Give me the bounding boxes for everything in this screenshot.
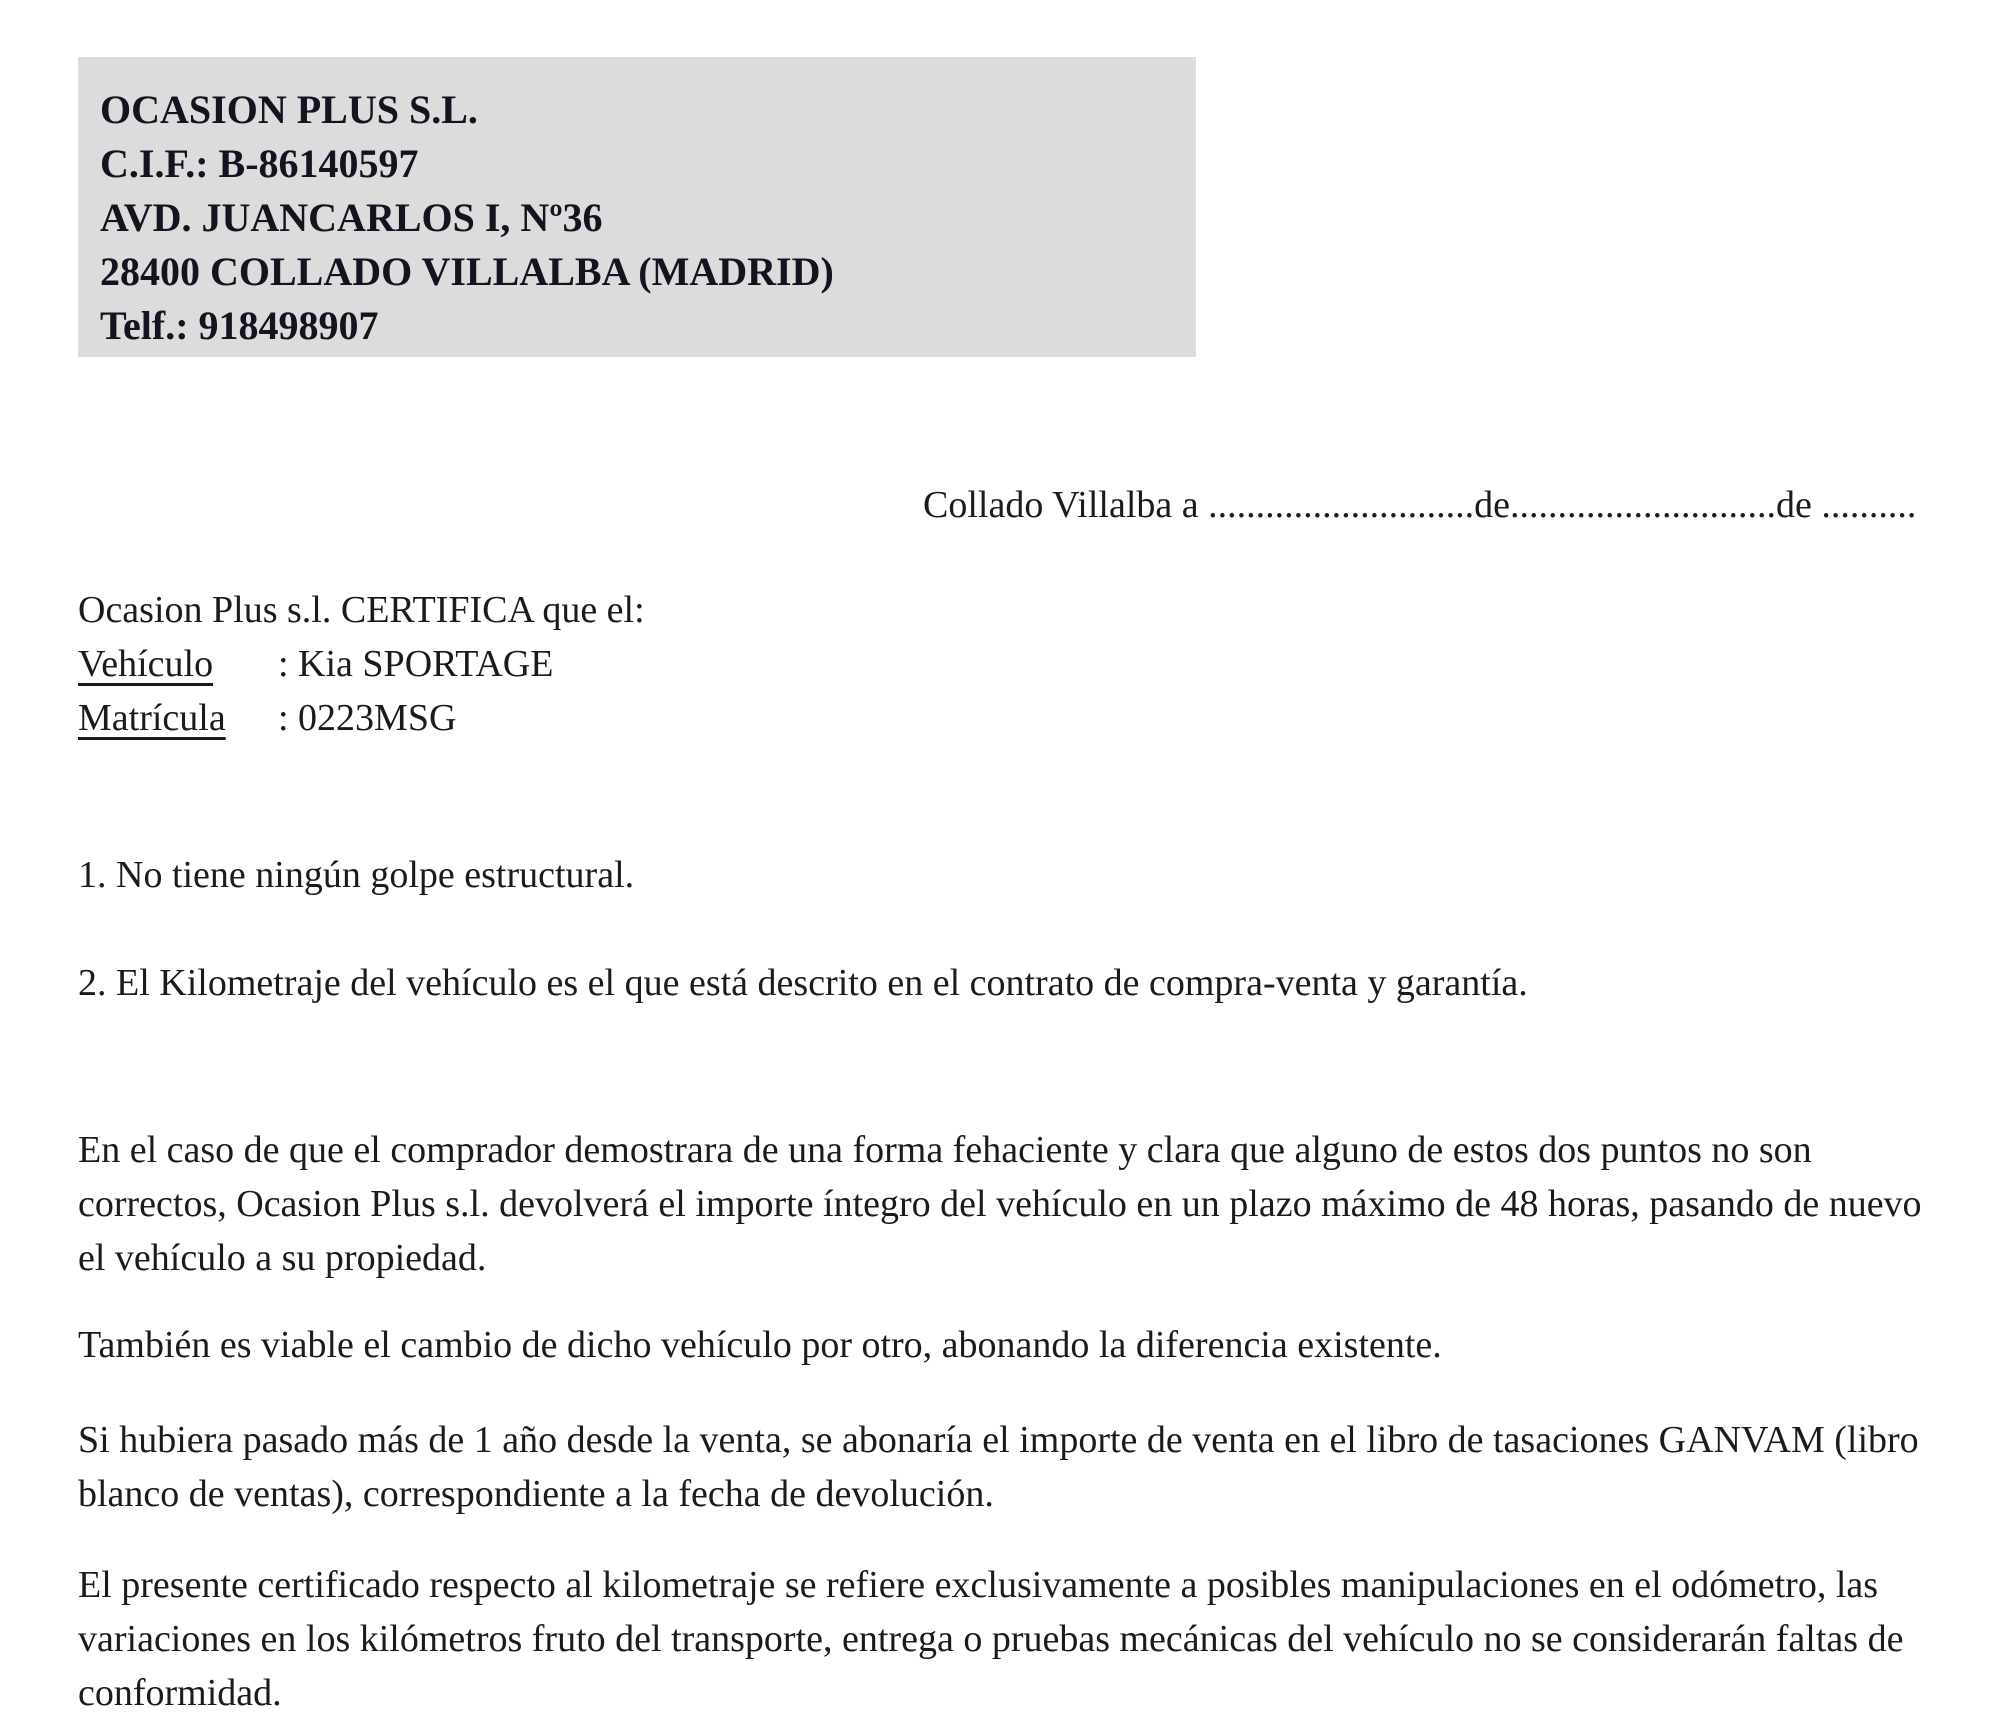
paragraph-ganvam: Si hubiera pasado más de 1 año desde la venta, se abonaría el importe de venta en el libro de tasaciones GANVAM (libro blanco de ventas), correspondiente a la fecha de devolución. xyxy=(78,1419,1919,1515)
paragraph-exchange: También es viable el cambio de dicho vehículo por otro, abonando la diferencia existente. xyxy=(78,1324,1442,1366)
point-1: 1. No tiene ningún golpe estructural. xyxy=(78,854,635,896)
vehicle-row xyxy=(78,637,1928,691)
vehicle-value: : Kia SPORTAGE xyxy=(278,643,554,685)
company-cif: C.I.F.: B-86140597 xyxy=(100,141,419,186)
vehicle-label: Vehículo xyxy=(78,643,214,685)
company-header-block xyxy=(78,57,1196,357)
date-line: Collado Villalba a ............................de............................de .......... xyxy=(923,484,1917,526)
points-list xyxy=(78,848,1928,1010)
plate-row xyxy=(78,691,1928,745)
plate-value: : 0223MSG xyxy=(278,697,457,739)
paragraph-odometer: El presente certificado respecto al kilometraje se refiere exclusivamente a posibles manipulaciones en el odómetro, las variaciones en los kilómetros fruto del transporte, entrega o pruebas mecánicas del vehículo no se considerarán faltas de conformidad. xyxy=(78,1564,1904,1714)
company-city: 28400 COLLADO VILLALBA (MADRID) xyxy=(100,249,834,294)
certifica-intro: Ocasion Plus s.l. CERTIFICA que el: xyxy=(78,589,645,631)
certification-block xyxy=(78,583,1928,745)
company-phone: Telf.: 918498907 xyxy=(100,303,379,348)
certificate-page xyxy=(78,0,1928,1720)
company-name: OCASION PLUS S.L. xyxy=(100,87,478,132)
company-address: AVD. JUANCARLOS I, Nº36 xyxy=(100,195,603,240)
plate-label: Matrícula xyxy=(78,697,226,739)
point-2: 2. El Kilometraje del vehículo es el que está descrito en el contrato de compra-venta y garantía. xyxy=(78,962,1528,1004)
paragraph-refund: En el caso de que el comprador demostrara de una forma fehaciente y clara que alguno de estos dos puntos no son correctos, Ocasion Plus s.l. devolverá el importe íntegro del vehículo en un plazo máximo de 48 horas, pasando de nuevo el vehículo a su propiedad. xyxy=(78,1129,1922,1279)
